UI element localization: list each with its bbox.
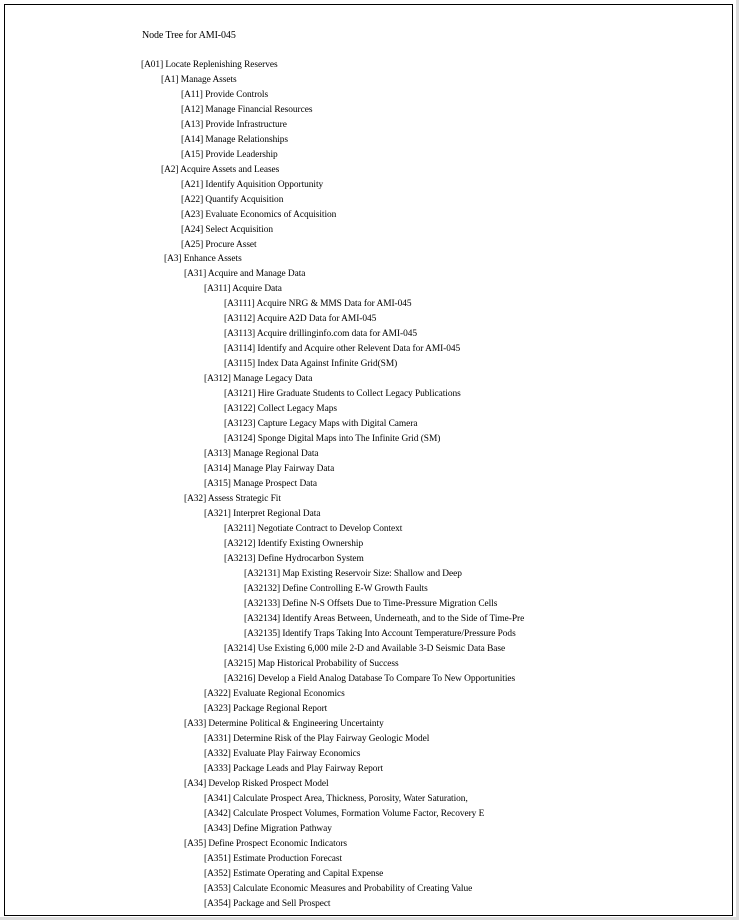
tree-node: [A15] Provide Leadership <box>181 150 278 160</box>
tree-node: [A353] Calculate Economic Measures and Probability of Creating Value <box>204 884 473 894</box>
tree-node: [A3212] Identify Existing Ownership <box>224 539 364 549</box>
tree-node: [A342] Calculate Prospect Volumes, Formation Volume Factor, Recovery E <box>204 809 485 819</box>
tree-node: [A2] Acquire Assets and Leases <box>161 165 280 175</box>
tree-node: [A3121] Hire Graduate Students to Collect Legacy Publications <box>224 389 461 399</box>
tree-node: [A3213] Define Hydrocarbon System <box>224 554 364 564</box>
tree-node: [A32135] Identify Traps Taking Into Account Temperature/Pressure Pods <box>244 629 516 639</box>
tree-node: [A3216] Develop a Field Analog Database To Compare To New Opportunities <box>224 674 516 684</box>
tree-node: [A3] Enhance Assets <box>164 254 242 264</box>
tree-node: [A1] Manage Assets <box>161 75 237 85</box>
tree-node: [A311] Acquire Data <box>204 284 282 294</box>
tree-node: [A21] Identify Aquisition Opportunity <box>181 180 324 190</box>
tree-node: [A3122] Collect Legacy Maps <box>224 404 337 414</box>
tree-node: [A13] Provide Infrastructure <box>181 120 287 130</box>
tree-node: [A23] Evaluate Economics of Acquisition <box>181 210 337 220</box>
tree-node: [A35] Define Prospect Economic Indicators <box>184 839 348 849</box>
tree-node: [A351] Estimate Production Forecast <box>204 854 343 864</box>
tree-node: [A14] Manage Relationships <box>181 135 289 145</box>
tree-node: [A3111] Acquire NRG & MMS Data for AMI-045 <box>224 299 412 309</box>
tree-node: [A315] Manage Prospect Data <box>204 479 317 489</box>
tree-node: [A33] Determine Political & Engineering Uncertainty <box>184 719 384 729</box>
tree-node: [A313] Manage Regional Data <box>204 449 319 459</box>
tree-node: [A343] Define Migration Pathway <box>204 824 332 834</box>
tree-node: [A3123] Capture Legacy Maps with Digital Camera <box>224 419 418 429</box>
document-border-top <box>4 4 733 251</box>
tree-node: [A34] Develop Risked Prospect Model <box>184 779 329 789</box>
tree-node: [A32131] Map Existing Reservoir Size: Shallow and Deep <box>244 569 462 579</box>
tree-node: [A12] Manage Financial Resources <box>181 105 313 115</box>
tree-node: [A25] Procure Asset <box>181 240 257 250</box>
tree-node: [A3114] Identify and Acquire other Relevent Data for AMI-045 <box>224 344 461 354</box>
page-title: Node Tree for AMI-045 <box>142 30 236 41</box>
tree-node: [A314] Manage Play Fairway Data <box>204 464 335 474</box>
tree-node: [A32133] Define N-S Offsets Due to Time-Pressure Migration Cells <box>244 599 498 609</box>
tree-node: [A32] Assess Strategic Fit <box>184 494 281 504</box>
tree-node: [A3211] Negotiate Contract to Develop Context <box>224 524 403 534</box>
tree-node: [A341] Calculate Prospect Area, Thickness, Porosity, Water Saturation, <box>204 794 468 804</box>
tree-node: [A3113] Acquire drillinginfo.com data for AMI-045 <box>224 329 417 339</box>
tree-node: [A352] Estimate Operating and Capital Expense <box>204 869 384 879</box>
tree-node: [A3112] Acquire A2D Data for AMI-045 <box>224 314 377 324</box>
tree-node: [A333] Package Leads and Play Fairway Report <box>204 764 383 774</box>
tree-node: [A322] Evaluate Regional Economics <box>204 689 345 699</box>
tree-node: [A32132] Define Controlling E-W Growth Faults <box>244 584 428 594</box>
tree-node: [A332] Evaluate Play Fairway Economics <box>204 749 361 759</box>
tree-node: [A3115] Index Data Against Infinite Grid(SM) <box>224 359 398 369</box>
tree-node: [A01] Locate Replenishing Reserves <box>141 60 278 70</box>
tree-node: [A3214] Use Existing 6,000 mile 2-D and Available 3-D Seismic Data Base <box>224 644 506 654</box>
tree-node: [A11] Provide Controls <box>181 90 269 100</box>
tree-node: [A331] Determine Risk of the Play Fairway Geologic Model <box>204 734 430 744</box>
tree-node: [A323] Package Regional Report <box>204 704 328 714</box>
tree-node: [A3215] Map Historical Probability of Success <box>224 659 399 669</box>
tree-node: [A32134] Identify Areas Between, Underneath, and to the Side of Time-Pre <box>244 614 525 624</box>
tree-node: [A3124] Sponge Digital Maps into The Infinite Grid (SM) <box>224 434 441 444</box>
tree-node: [A24] Select Acquisition <box>181 225 274 235</box>
tree-node: [A321] Interpret Regional Data <box>204 509 321 519</box>
tree-node: [A312] Manage Legacy Data <box>204 374 313 384</box>
tree-node: [A354] Package and Sell Prospect <box>204 899 331 909</box>
tree-node: [A31] Acquire and Manage Data <box>184 269 306 279</box>
tree-node: [A22] Quantify Acquisition <box>181 195 284 205</box>
